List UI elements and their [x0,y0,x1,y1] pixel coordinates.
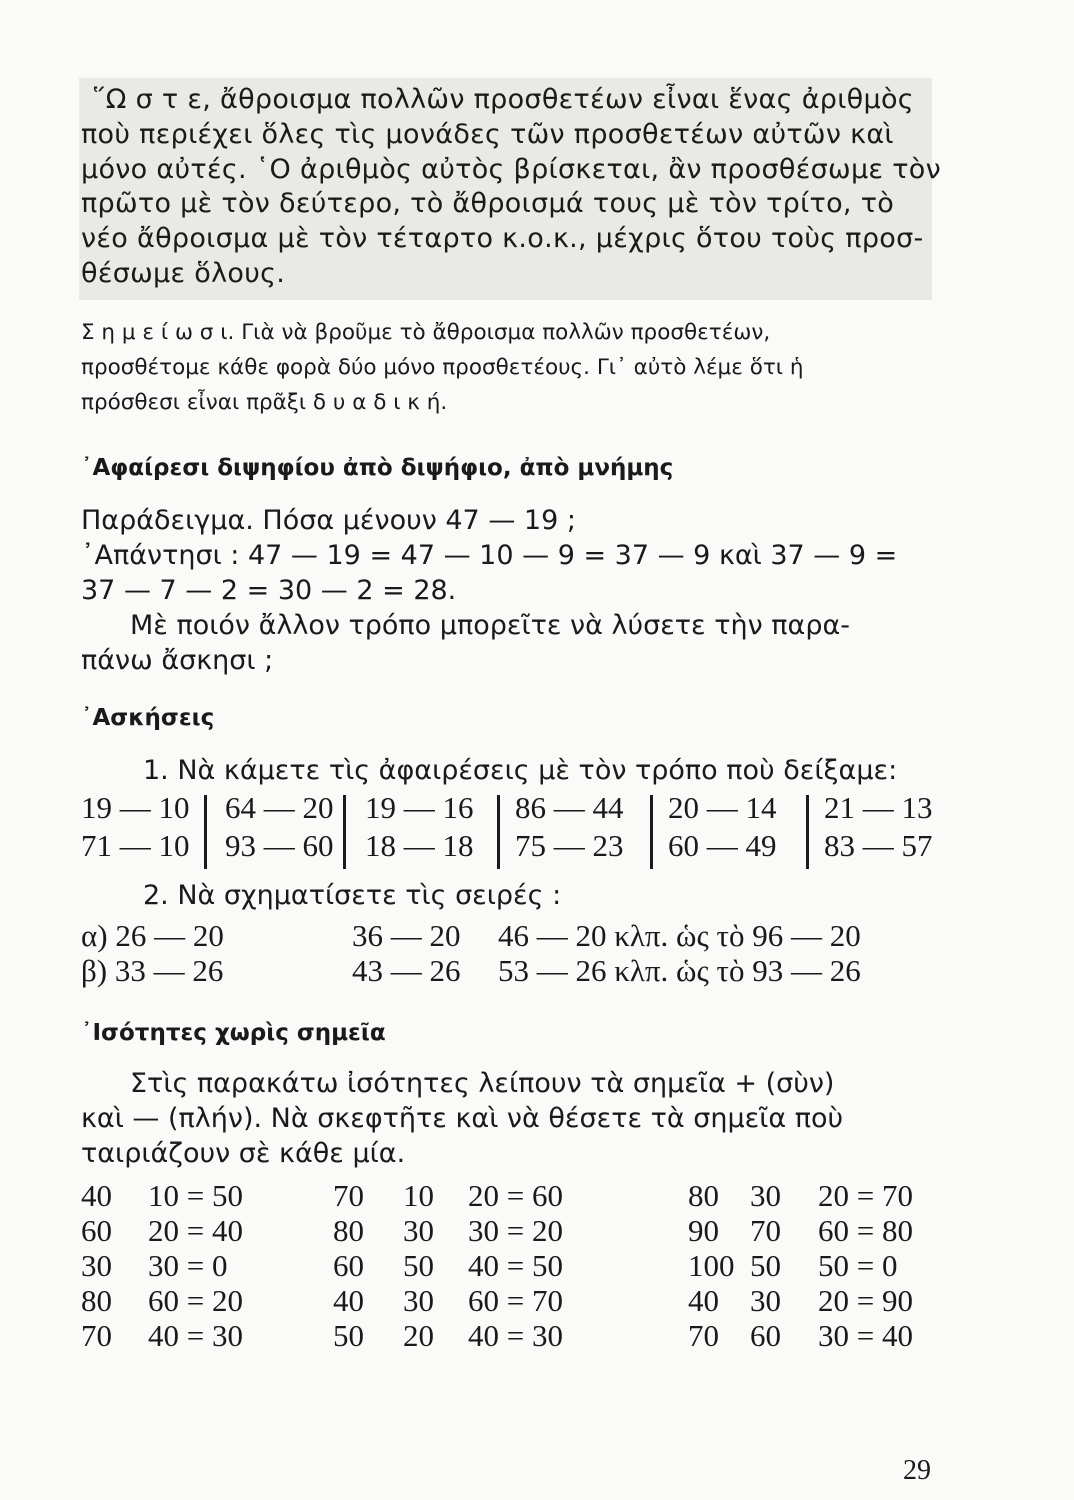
example-line: Παράδειγμα. Πόσα μένουν 47 — 19 ; [81,505,576,536]
subtraction-item: 21 — 13 [824,790,933,825]
subtraction-item: 18 — 18 [365,828,474,863]
subtraction-item: 64 — 20 [225,790,334,825]
series-item: α) 26 — 20 [81,918,224,953]
equality-term: 60 [81,1213,112,1248]
equality-term: 40 = 50 [468,1248,563,1283]
equality-term: 30 = 20 [468,1213,563,1248]
equality-term: 70 [688,1318,719,1353]
equality-term: 30 [750,1178,781,1213]
equality-term: 40 [688,1283,719,1318]
equality-term: 40 [333,1283,364,1318]
exercise-2-label: 2. Νὰ σχηματίσετε τὶς σειρές : [143,880,562,911]
note-line: πρόσθεσι εἶναι πρᾶξι δ υ α δ ι κ ή. [81,390,448,415]
note-line: προσθέτομε κάθε φορὰ δύο μόνο προσθετέους. Γι᾽ αὐτὸ λέμε ὅτι ἡ [81,355,804,380]
page-number: 29 [903,1455,931,1486]
answer-line: ᾿Απάντησι : 47 — 19 = 47 — 10 — 9 = 37 — 9 καὶ 37 — 9 = [81,540,898,571]
equality-term: 30 = 40 [818,1318,913,1353]
question-line: πάνω ἄσκησι ; [81,645,274,676]
equality-term: 60 = 80 [818,1213,913,1248]
equality-term: 80 [688,1178,719,1213]
column-divider [343,795,346,869]
subtraction-item: 71 — 10 [81,828,190,863]
equality-term: 50 [750,1248,781,1283]
question-line: Μὲ ποιόν ἄλλον τρόπο μπορεῖτε νὰ λύσετε τὴν παρα- [130,610,850,641]
rule-line: μόνο αὐτές. ῾Ο ἀριθμὸς αὐτὸς βρίσκεται, ἂν προσθέσωμε τὸν [81,154,941,185]
equality-term: 60 [750,1318,781,1353]
equality-term: 20 = 90 [818,1283,913,1318]
subtraction-item: 93 — 60 [225,828,334,863]
equality-term: 90 [688,1213,719,1248]
subtraction-item: 86 — 44 [515,790,624,825]
series-item: 43 — 26 [352,953,461,988]
equality-term: 100 [688,1248,735,1283]
column-divider [497,795,500,869]
equality-term: 70 [333,1178,364,1213]
series-item: 53 — 26 κλπ. ὡς τὸ 93 — 26 [498,953,861,988]
equality-term: 20 = 60 [468,1178,563,1213]
column-divider [204,795,207,869]
equality-term: 80 [333,1213,364,1248]
equality-term: 30 = 0 [148,1248,228,1283]
equality-term: 60 [333,1248,364,1283]
equality-term: 50 [403,1248,434,1283]
rule-line: ῞Ω σ τ ε, ἄθροισμα πολλῶν προσθετέων εἶναι ἕνας ἀριθμὸς [92,84,914,115]
equality-term: 40 = 30 [468,1318,563,1353]
equality-term: 60 = 70 [468,1283,563,1318]
column-divider [650,795,653,869]
answer-line: 37 — 7 — 2 = 30 — 2 = 28. [81,575,457,606]
rule-line: ποὺ περιέχει ὅλες τὶς μονάδες τῶν προσθετέων αὐτῶν καὶ [81,119,894,150]
section-heading-equalities: ᾿Ισότητες χωρὶς σημεῖα [81,1020,386,1046]
subtraction-item: 83 — 57 [824,828,933,863]
equality-term: 30 [750,1283,781,1318]
equality-term: 20 [403,1318,434,1353]
series-item: 36 — 20 [352,918,461,953]
series-item: 46 — 20 κλπ. ὡς τὸ 96 — 20 [498,918,861,953]
exercise-1-label: 1. Νὰ κάμετε τὶς ἀφαιρέσεις μὲ τὸν τρόπο ποὺ δείξαμε: [143,755,898,786]
section-heading-subtraction: ᾿Αφαίρεσι διψηφίου ἀπὸ διψήφιο, ἀπὸ μνήμης [81,455,674,481]
equality-term: 40 [81,1178,112,1213]
subtraction-item: 60 — 49 [668,828,777,863]
note-line: Σ η μ ε ί ω σ ι. Γιὰ νὰ βροῦμε τὸ ἄθροισμα πολλῶν προσθετέων, [81,320,771,345]
series-item: β) 33 — 26 [81,953,224,988]
equality-term: 30 [403,1213,434,1248]
equality-term: 30 [403,1283,434,1318]
subtraction-item: 19 — 16 [365,790,474,825]
equality-term: 30 [81,1248,112,1283]
rule-line: θέσωμε ὅλους. [81,258,286,289]
rule-line: νέο ἄθροισμα μὲ τὸν τέταρτο κ.ο.κ., μέχρις ὅτου τοὺς προσ- [81,223,924,254]
instruction-line: Στὶς παρακάτω ἰσότητες λείπουν τὰ σημεῖα + (σὺν) [130,1068,835,1099]
equality-term: 20 = 40 [148,1213,243,1248]
subtraction-item: 75 — 23 [515,828,624,863]
equality-term: 60 = 20 [148,1283,243,1318]
equality-term: 10 = 50 [148,1178,243,1213]
column-divider [806,795,809,869]
equality-term: 20 = 70 [818,1178,913,1213]
equality-term: 10 [403,1178,434,1213]
instruction-line: ταιριάζουν σὲ κάθε μία. [81,1138,406,1169]
instruction-line: καὶ — (πλήν). Νὰ σκεφτῆτε καὶ νὰ θέσετε τὰ σημεῖα ποὺ [81,1103,844,1134]
equality-term: 70 [750,1213,781,1248]
subtraction-item: 19 — 10 [81,790,190,825]
equality-term: 50 = 0 [818,1248,898,1283]
equality-term: 40 = 30 [148,1318,243,1353]
equality-term: 80 [81,1283,112,1318]
equality-term: 50 [333,1318,364,1353]
equality-term: 70 [81,1318,112,1353]
section-heading-exercises: ᾿Ασκήσεις [81,705,215,731]
rule-line: πρῶτο μὲ τὸν δεύτερο, τὸ ἄθροισμά τους μὲ τὸν τρίτο, τὸ [81,188,895,219]
subtraction-item: 20 — 14 [668,790,777,825]
